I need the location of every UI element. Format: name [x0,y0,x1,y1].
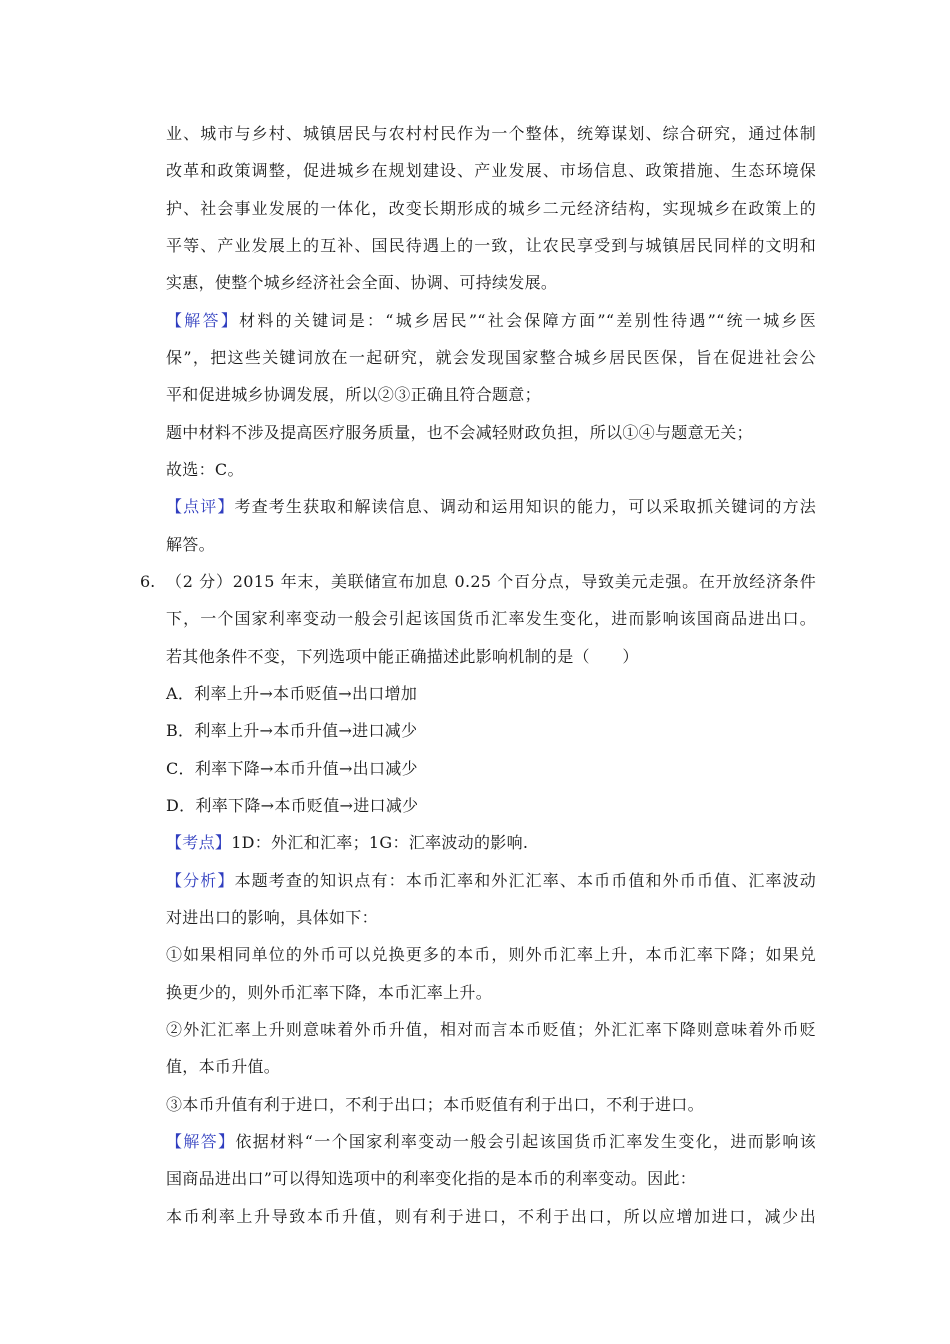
fenxi-text-1: 本题考查的知识点有：本币汇率和外汇汇率、本币币值和外币币值、汇率波动 [234,871,817,890]
comment-tag: 【点评】 [166,497,235,516]
prev-analysis-line-3: 护、社会事业发展的一体化，改变长期形成的城乡二元经济结构，实现城乡在政策上的 [166,199,816,218]
point-2-line-2: 值，本币升值。 [166,1057,281,1076]
prev-analysis-line-2: 改革和政策调整，促进城乡在规划建设、产业发展、市场信息、政策措施、生态环境保 [166,161,816,180]
option-a: A．利率上升→本币贬值→出口增加 [166,684,418,703]
jieda-line-2: 国商品进出口”可以得知选项中的利率变化指的是本币的利率变动。因此： [166,1169,697,1188]
jieda-line-3: 本币利率上升导致本币升值，则有利于进口，不利于出口，所以应增加进口，减少出 [166,1207,816,1226]
question-stem-line-3: 若其他条件不变，下列选项中能正确描述此影响机制的是（ ） [166,647,639,666]
prev-answer-line-4: 题中材料不涉及提高医疗服务质量，也不会减轻财政负担，所以①④与题意无关； [166,423,753,442]
fenxi-line-2: 对进出口的影响，具体如下： [166,908,378,927]
option-d: D．利率下降→本币贬值→进口减少 [166,796,419,815]
question-stem-line-1: （2 分）2015 年末，美联储宣布加息 0.25 个百分点，导致美元走强。在开放经济条件 [166,572,816,591]
kaodian-line [166,833,816,853]
option-c: C．利率下降→本币升值→出口减少 [166,759,418,778]
question-number: 6. [140,572,156,591]
question-stem-line-2: 下，一个国家利率变动一般会引起该国货币汇率发生变化，进而影响该国商品进出口。 [166,609,816,628]
point-2-line-1: ②外汇汇率上升则意味着外币升值，相对而言本币贬值；外汇汇率下降则意味着外币贬 [166,1020,816,1039]
prev-comment-line-2: 解答。 [166,535,215,554]
prev-analysis-line-1: 业、城市与乡村、城镇居民与农村村民作为一个整体，统筹谋划、综合研究，通过体制 [166,124,816,143]
prev-comment-line-1 [166,497,816,517]
jieda-line-1 [166,1132,816,1152]
answer-tag: 【解答】 [166,311,240,330]
prev-comment-text-1: 考查考生获取和解读信息、调动和运用知识的能力，可以采取抓关键词的方法 [234,497,817,516]
prev-answer-line-5: 故选：C。 [166,460,244,479]
prev-answer-text-1: 材料的关键词是：“城乡居民”“社会保障方面”“差别性待遇”“统一城乡医 [239,311,816,330]
prev-analysis-line-5: 实惠，使整个城乡经济社会全面、协调、可持续发展。 [166,273,558,292]
option-b: B．利率上升→本币升值→进口减少 [166,721,418,740]
jieda-tag: 【解答】 [166,1132,236,1151]
prev-answer-line-3: 平和促进城乡协调发展，所以②③正确且符合题意； [166,385,541,404]
fenxi-tag: 【分析】 [166,871,235,890]
point-1-line-1: ①如果相同单位的外币可以兑换更多的本币，则外币汇率上升，本币汇率下降；如果兑 [166,945,816,964]
jieda-text-1: 依据材料“一个国家利率变动一般会引起该国货币汇率发生变化，进而影响该 [235,1132,816,1151]
kaodian-tag: 【考点】 [166,833,232,852]
prev-answer-line-2: 保”，把这些关键词放在一起研究，就会发现国家整合城乡居民医保，旨在促进社会公 [166,348,816,367]
fenxi-line-1 [166,871,816,891]
point-1-line-2: 换更少的，则外币汇率下降，本币汇率上升。 [166,983,493,1002]
kaodian-text: 1D：外汇和汇率；1G：汇率波动的影响. [231,833,529,852]
prev-analysis-line-4: 平等、产业发展上的互补、国民待遇上的一致，让农民享受到与城镇居民同样的文明和 [166,236,816,255]
prev-answer-line-1 [166,311,816,331]
point-3: ③本币升值有利于进口，不利于出口；本币贬值有利于出口，不利于进口。 [166,1095,704,1114]
